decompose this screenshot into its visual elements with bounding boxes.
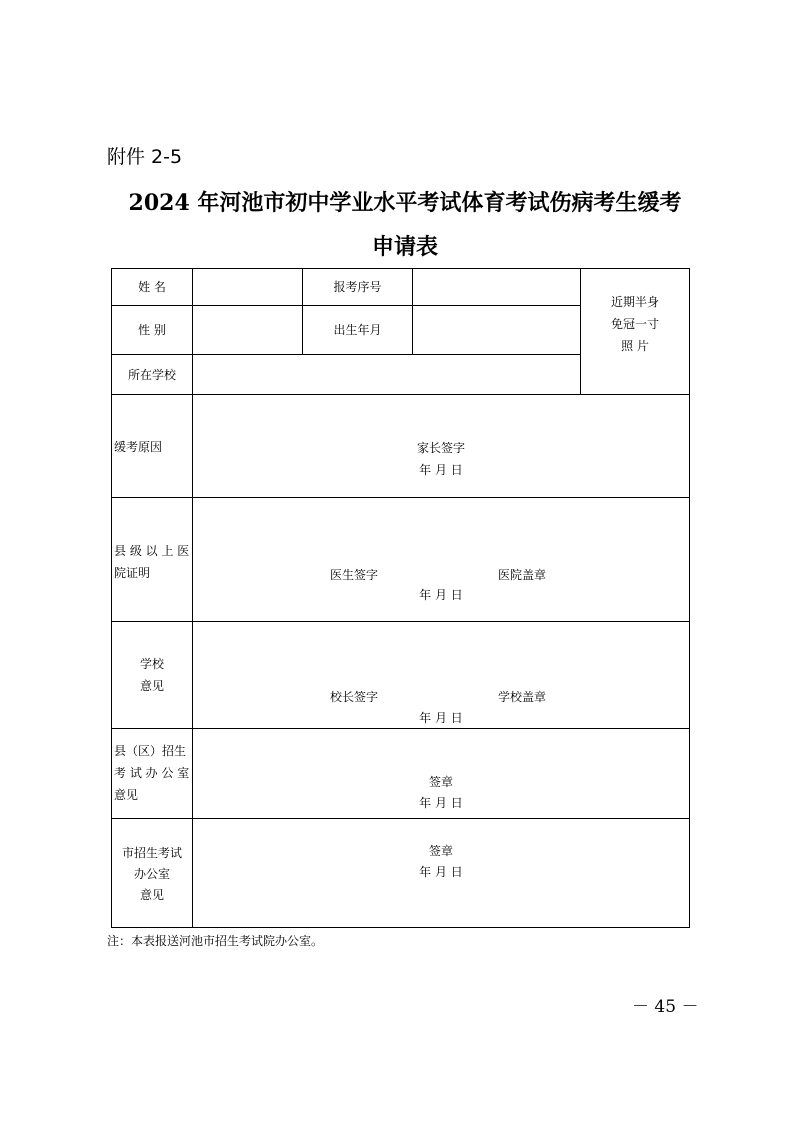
doctor-signature-label: 医生签字 xyxy=(330,568,379,582)
city-office-label-line3: 意见 xyxy=(139,888,164,902)
deferral-reason-label: 缓考原因 xyxy=(114,440,163,454)
school-label: 所在学校 xyxy=(127,368,176,382)
row-divider xyxy=(111,818,690,819)
date-line: 年 月 日 xyxy=(419,588,463,602)
row-divider xyxy=(111,354,581,355)
birth-date-label: 出生年月 xyxy=(333,323,382,337)
row-divider xyxy=(111,305,581,306)
seal-label: 签章 xyxy=(428,775,453,789)
table-top-border xyxy=(111,268,690,269)
school-seal-label: 学校盖章 xyxy=(498,690,547,704)
attachment-label: 附件 2-5 xyxy=(107,146,183,168)
birth-date-field[interactable] xyxy=(415,319,579,341)
col-divider xyxy=(412,268,413,354)
parent-signature-label: 家长签字 xyxy=(416,441,465,455)
city-office-label-line2: 办公室 xyxy=(133,867,170,881)
county-office-label-line2: 考 试 办 公 室 xyxy=(114,766,190,780)
form-title-line2: 申请表 xyxy=(371,234,438,260)
col-divider xyxy=(192,268,193,394)
page-number: － 45 － xyxy=(632,997,699,1017)
date-line: 年 月 日 xyxy=(419,711,463,725)
date-line: 年 月 日 xyxy=(419,865,463,879)
exam-number-field[interactable] xyxy=(415,276,579,298)
footnote: 注：本表报送河池市招生考试院办公室。 xyxy=(107,934,324,948)
city-office-label: 市招生考试 xyxy=(121,846,182,860)
photo-label: 近期半身 xyxy=(610,295,659,309)
principal-signature-label: 校长签字 xyxy=(330,690,379,704)
county-office-label-line3: 意见 xyxy=(114,788,139,802)
gender-label: 性 别 xyxy=(138,323,166,337)
form-title: 2024 年河池市初中学业水平考试体育考试伤病考生缓考 xyxy=(128,190,682,216)
date-line: 年 月 日 xyxy=(419,463,463,477)
table-right-border xyxy=(689,268,690,928)
school-field[interactable] xyxy=(196,364,578,386)
photo-label-line3: 照 片 xyxy=(621,339,649,353)
row-divider xyxy=(111,497,690,498)
hospital-certificate-label: 县 级 以 上 医 xyxy=(114,544,190,558)
name-label: 姓 名 xyxy=(138,280,166,294)
table-bottom-border xyxy=(111,927,690,928)
seal-label: 签章 xyxy=(428,844,453,858)
exam-number-label: 报考序号 xyxy=(333,280,382,294)
school-opinion-label-line2: 意见 xyxy=(139,679,164,693)
county-office-label: 县（区）招生 xyxy=(114,744,187,758)
school-opinion-label: 学校 xyxy=(139,657,164,671)
row-divider xyxy=(111,621,690,622)
gender-field[interactable] xyxy=(196,319,300,341)
hospital-seal-label: 医院盖章 xyxy=(498,568,547,582)
date-line: 年 月 日 xyxy=(419,796,463,810)
photo-label-line2: 免冠一寸 xyxy=(610,317,659,331)
row-divider xyxy=(111,394,690,395)
hospital-certificate-label-line2: 院证明 xyxy=(114,566,151,580)
name-field[interactable] xyxy=(196,276,300,298)
